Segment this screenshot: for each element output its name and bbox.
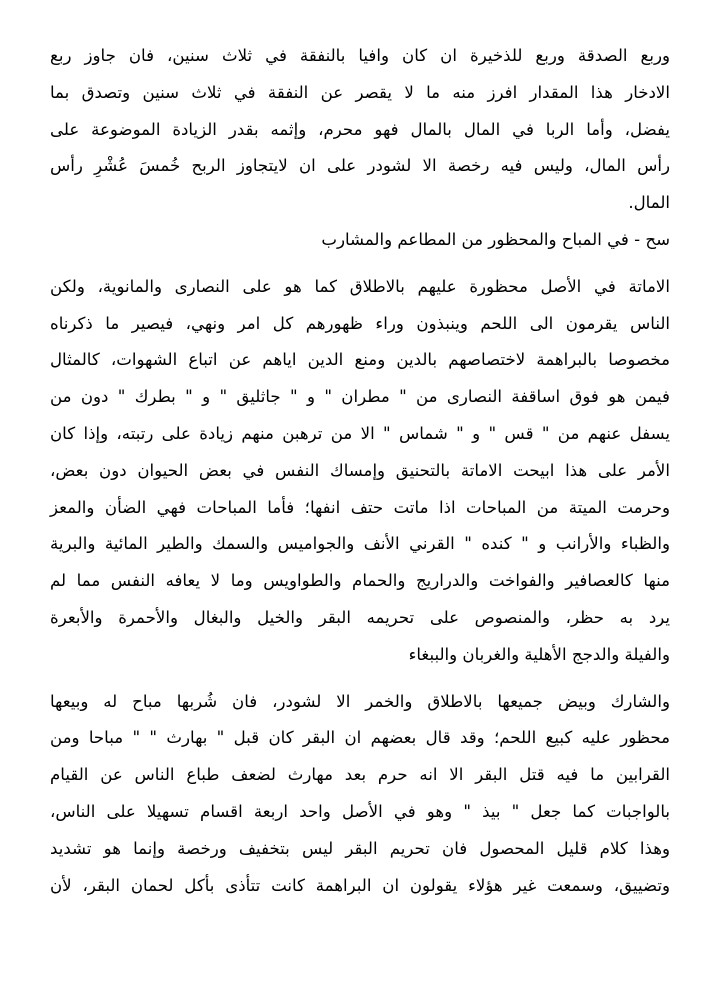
text-line: والظباء والأرانب و " كنده " القرني الأنف والجواميس والسمك والطير المائية والبرية: [50, 534, 670, 554]
text-line: فيمن هو فوق اساقفة النصارى من " مطران " و " جاثليق " و " بطرك " دون من: [50, 387, 670, 407]
section-heading-text: سح - في المباح والمحظور من المطاعم والمشارب: [321, 229, 670, 249]
text-line: يسفل عنهم من " قس " و " شماس " الا من ترهبن منهم زيادة على رتبته، وإذا كان: [50, 423, 670, 443]
text-line: الأمر على هذا ابيحت الاماتة بالتحنيق وإمساك النفس في بعض الحيوان دون بعض،: [50, 460, 670, 480]
paragraph-permitted-foods: [50, 269, 670, 674]
paragraph-forbidden-items: [50, 684, 670, 905]
text-line: وحرمت الميتة من المباحات اذا ماتت حتف انفها؛ فأما المباحات فهي الضأن والمعز: [50, 497, 670, 517]
text-line: المال.: [628, 193, 670, 213]
text-line: يرد به حظر، والمنصوص على تحريمه البقر والخيل والبغال والأحمرة والأبعرة: [50, 607, 670, 627]
text-line: مخصوصا بالبراهمة لاختصاصهم بالدين ومنع الدين اياهم عن اتباع الشهوات، كالمثال: [50, 350, 670, 370]
text-line: رأس المال، وليس فيه رخصة الا لشودر على ان لايتجاوز الربح خُمسَ عُشْرِ رأس: [50, 156, 670, 176]
text-line: الادخار هذا المقدار افرز منه ما لا يقصر عن النفقة في ثلاث سنين وتصدق بما: [50, 82, 670, 102]
section-heading: [50, 222, 670, 259]
text-line: الاماتة في الأصل محظورة عليهم بالاطلاق كما هو على النصارى والمانوية، ولكن: [50, 276, 670, 296]
paragraph-gap: [50, 674, 670, 684]
text-line: وهذا كلام قليل المحصول فان تحريم البقر ليس بتخفيف ورخصة وإنما هو تشديد: [50, 838, 670, 858]
text-line: محظور عليه كبيع اللحم؛ وقد قال بعضهم ان البقر كان قبل " بهارث " " مباحا ومن: [50, 728, 670, 748]
text-line: بالواجبات كما جعل " بيذ " وهو في الأصل واحد اربعة اقسام تسهيلا على الناس،: [50, 801, 670, 821]
text-line: والشارك وبيض جميعها بالاطلاق والخمر الا لشودر، فان شُربها مباح له وبيعها: [50, 691, 670, 711]
paragraph-alms-and-usury: [50, 38, 670, 222]
paragraph-gap: [50, 259, 670, 269]
text-line: القرابين ما فيه قتل البقر الا انه حرم بعد مهارث لضعف طباع الناس عن القيام: [50, 765, 670, 785]
text-line: منها كالعصافير والفواخت والدراريج والحمام والطواويس وما لا يعافه النفس مما لم: [50, 571, 670, 591]
text-line: والفيلة والدجج الأهلية والغربان والببغاء: [408, 644, 670, 664]
text-line: وربع الصدقة وربع للذخيرة ان كان وافيا بالنفقة في ثلاث سنين، فان جاوز ربع: [50, 46, 670, 65]
text-line: الناس يقرمون الى اللحم وينبذون وراء ظهورهم كل امر ونهي، فيصير ما ذكرناه: [50, 313, 670, 333]
text-line: وتضييق، وسمعت غير هؤلاء يقولون ان البراهمة كانت تتأذى بأكل لحمان البقر، لأن: [50, 875, 670, 895]
text-line: يفضل، وأما الربا في المال بالمال فهو محرم، وإثمه بقدر الزيادة الموضوعة على: [50, 119, 670, 139]
